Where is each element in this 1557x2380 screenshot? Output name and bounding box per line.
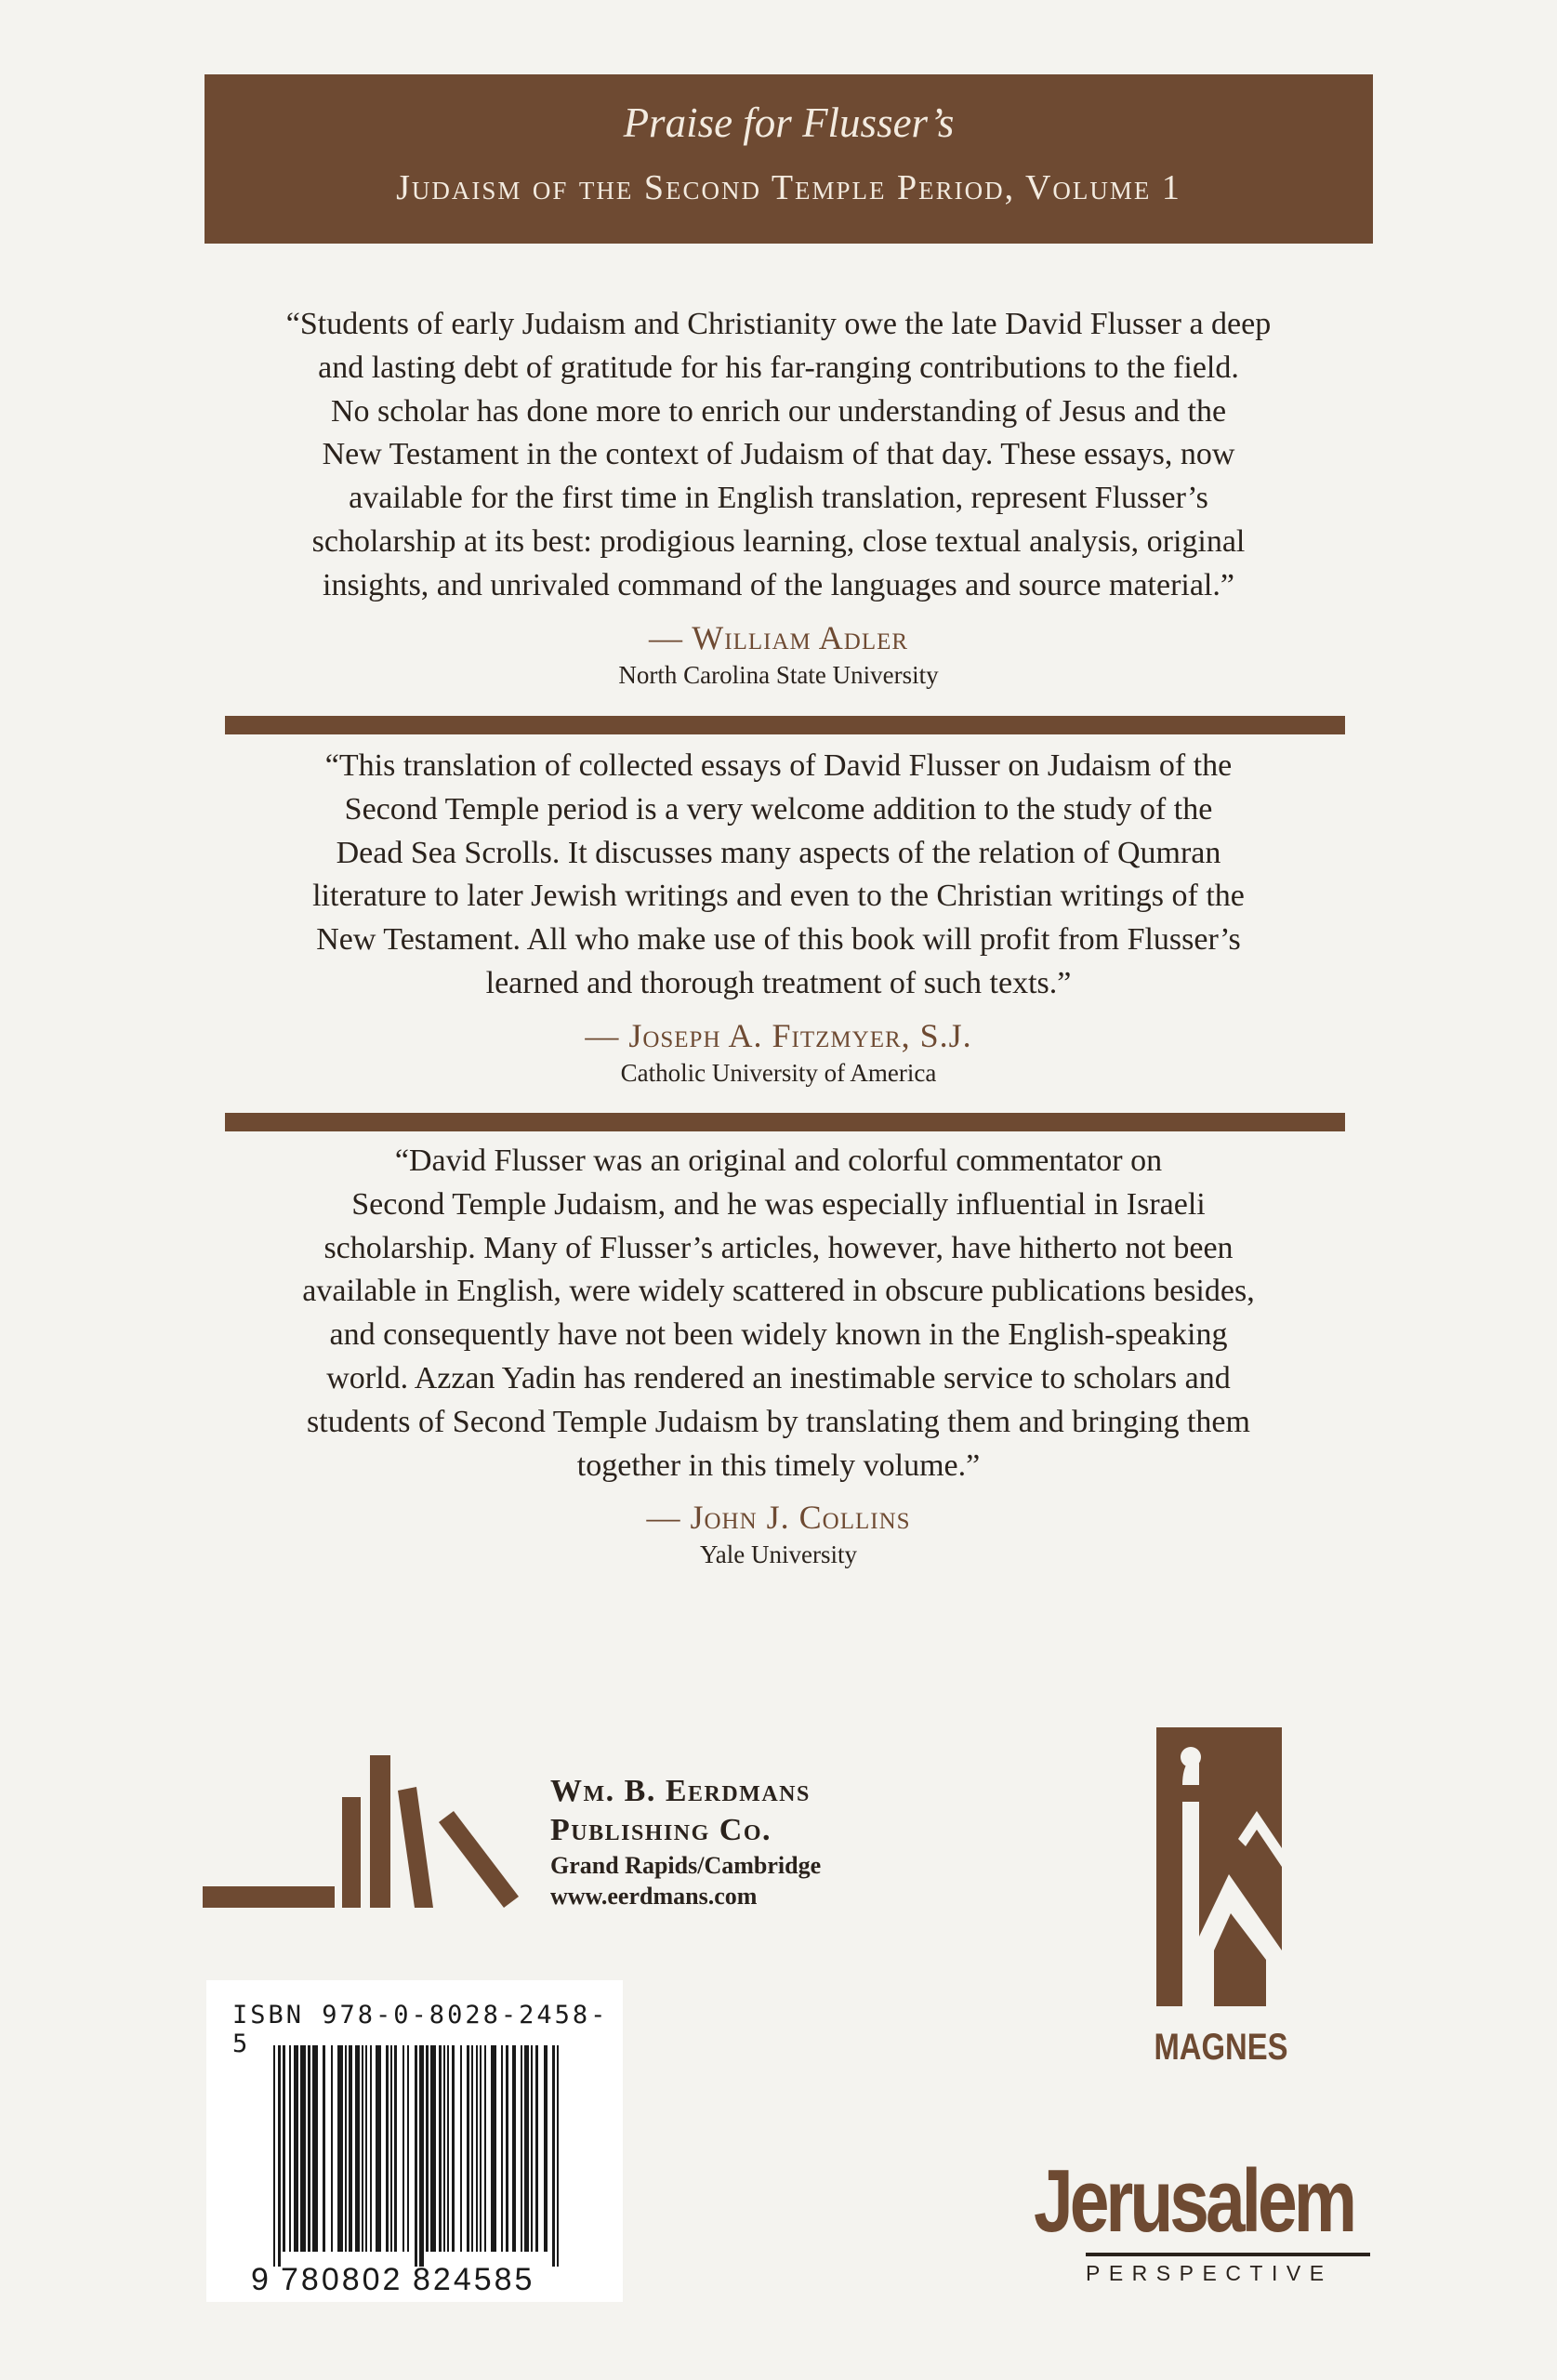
- barcode-bar: [337, 2045, 343, 2252]
- quote-line: learned and thorough treatment of such texts.”: [485, 965, 1072, 1000]
- title-banner: [205, 74, 1373, 244]
- barcode-bar: [345, 2045, 347, 2252]
- quote-line: scholarship. Many of Flusser’s articles, however, have hitherto not been: [323, 1230, 1234, 1265]
- endorsement-author: — William Adler: [648, 618, 909, 656]
- quote-line: literature to later Jewish writings and even to the Christian writings of the: [312, 879, 1245, 914]
- barcode-bar: [308, 2045, 310, 2252]
- barcode-bar: [467, 2045, 469, 2252]
- endorsement-author: — John J. Collins: [646, 1499, 911, 1537]
- magnes-logo: [1156, 1727, 1282, 2006]
- barcode-bar: [349, 2045, 352, 2252]
- logo-rule: [1086, 2253, 1370, 2256]
- publisher-name: Wm. B. Eerdmans: [550, 1774, 811, 1808]
- quote-line: “This translation of collected essays of David Flusser on Judaism of the: [324, 748, 1233, 783]
- barcode-bar: [370, 2045, 372, 2252]
- quote-line: “David Flusser was an original and colorful commentator on: [394, 1144, 1163, 1178]
- quote-line: and lasting debt of gratitude for his far-ranging contributions to the field.: [318, 350, 1239, 385]
- barcode-bar: [394, 2045, 397, 2252]
- barcode-bar: [283, 2045, 285, 2252]
- barcode-bar: [415, 2045, 417, 2267]
- endorsement-affiliation: Yale University: [699, 1540, 857, 1569]
- barcode-bar: [501, 2045, 503, 2252]
- section-divider: [225, 716, 1345, 734]
- barcode-bar: [512, 2045, 516, 2252]
- perspective-wordmark: PERSPECTIVE: [1086, 2261, 1333, 2285]
- barcode-bar: [273, 2045, 275, 2267]
- barcode: [206, 1980, 623, 2302]
- barcode-bar: [355, 2045, 360, 2252]
- barcode-bar: [535, 2045, 538, 2252]
- endorsement-author: — Joseph A. Fitzmyer, S.J.: [585, 1016, 972, 1054]
- barcode-bar: [331, 2045, 333, 2252]
- quote-line: Dead Sea Scrolls. It discusses many aspects of the relation of Qumran: [336, 835, 1221, 870]
- quote-line: Second Temple period is a very welcome addition to the study of the: [344, 791, 1213, 826]
- quote-line: students of Second Temple Judaism by translating them and bringing them: [307, 1404, 1250, 1439]
- barcode-bars: [273, 2045, 559, 2267]
- barcode-bar: [294, 2045, 298, 2252]
- praise-heading: Praise for Flusser’s: [623, 99, 955, 146]
- barcode-bar: [323, 2045, 325, 2252]
- quote-line: “Students of early Judaism and Christianity owe the late David Flusser a deep: [285, 307, 1272, 341]
- endorsement-fitzmyer: [167, 745, 1390, 1090]
- barcode-bar: [278, 2045, 281, 2267]
- book-title: Judaism of the Second Temple Period, Volume 1: [396, 168, 1181, 207]
- barcode-bar: [491, 2045, 496, 2252]
- quote-line: world. Azzan Yadin has rendered an inestimable service to scholars and: [326, 1360, 1231, 1395]
- barcode-bar: [552, 2045, 555, 2267]
- isbn-number: ISBN 978-0-8028-2458-5: [232, 2001, 609, 2058]
- section-divider: [225, 1113, 1345, 1131]
- eerdmans-books-logo: [203, 1755, 519, 1918]
- quote-line: New Testament in the context of Judaism of that day. These essays, now: [322, 437, 1235, 472]
- endorsement-text: [167, 745, 1390, 1006]
- quote-line: No scholar has done more to enrich our understanding of Jesus and the: [330, 393, 1227, 429]
- barcode-bar: [312, 2045, 318, 2252]
- barcode-bar: [365, 2045, 367, 2252]
- endorsement-text: [167, 303, 1390, 608]
- barcode-bar: [439, 2045, 442, 2252]
- quote-line: Second Temple Judaism, and he was especially influential in Israeli: [351, 1186, 1206, 1222]
- barcode-bar: [506, 2045, 508, 2252]
- barcode-bar: [362, 2045, 363, 2252]
- barcode-bar: [430, 2045, 436, 2252]
- barcode-bar: [426, 2045, 429, 2252]
- barcode-bar: [289, 2045, 291, 2252]
- quote-line: together in this timely volume.”: [576, 1448, 981, 1483]
- quote-line: available for the first time in English translation, represent Flusser’s: [349, 481, 1208, 516]
- endorsement-collins: [167, 1140, 1390, 1571]
- endorsement-affiliation: North Carolina State University: [618, 660, 939, 689]
- barcode-bar: [460, 2045, 462, 2252]
- barcode-bar: [390, 2045, 392, 2252]
- jerusalem-wordmark: Jerusalem: [1034, 2151, 1353, 2251]
- jerusalem-perspective-logo: [1030, 2151, 1374, 2296]
- barcode-bar: [443, 2045, 445, 2252]
- barcode-bar: [480, 2045, 482, 2252]
- barcode-bar: [471, 2045, 473, 2252]
- barcode-bar: [386, 2045, 389, 2252]
- barcode-bar: [557, 2045, 559, 2267]
- endorsement-text: [167, 1140, 1390, 1488]
- quote-line: scholarship at its best: prodigious learning, close textual analysis, original: [311, 523, 1246, 559]
- barcode-bar: [419, 2045, 424, 2267]
- barcode-left-digits: 780802: [281, 2262, 403, 2297]
- quote-line: available in English, were widely scattered in obscure publications besides,: [302, 1274, 1255, 1309]
- endorsement-adler: [167, 303, 1390, 692]
- barcode-bar: [447, 2045, 449, 2252]
- publisher-name-line2: Publishing Co.: [550, 1813, 772, 1847]
- barcode-bar: [300, 2045, 306, 2252]
- barcode-right-digits: 824585: [413, 2262, 535, 2297]
- magnes-label: MAGNES: [1154, 2027, 1288, 2068]
- barcode-lead-digit: 9: [251, 2262, 269, 2297]
- barcode-bar: [452, 2045, 455, 2252]
- quote-line: New Testament. All who make use of this book will profit from Flusser’s: [316, 922, 1241, 958]
- publisher-url: www.eerdmans.com: [550, 1883, 758, 1910]
- quote-line: and consequently have not been widely known in the English-speaking: [329, 1317, 1228, 1353]
- publisher-info: [550, 1772, 821, 1911]
- barcode-bar: [531, 2045, 533, 2252]
- publisher-location: Grand Rapids/Cambridge: [550, 1852, 822, 1879]
- endorsement-affiliation: Catholic University of America: [620, 1058, 937, 1087]
- barcode-bar: [521, 2045, 522, 2252]
- barcode-bar: [407, 2045, 409, 2252]
- barcode-bar: [524, 2045, 529, 2252]
- barcode-bar: [402, 2045, 404, 2252]
- barcode-bar: [544, 2045, 548, 2252]
- quote-line: insights, and unrivaled command of the languages and source material.”: [323, 567, 1234, 602]
- barcode-bar: [484, 2045, 486, 2252]
- barcode-bar: [376, 2045, 381, 2252]
- barcode-bar: [476, 2045, 478, 2252]
- barcode-label: [206, 1980, 623, 2302]
